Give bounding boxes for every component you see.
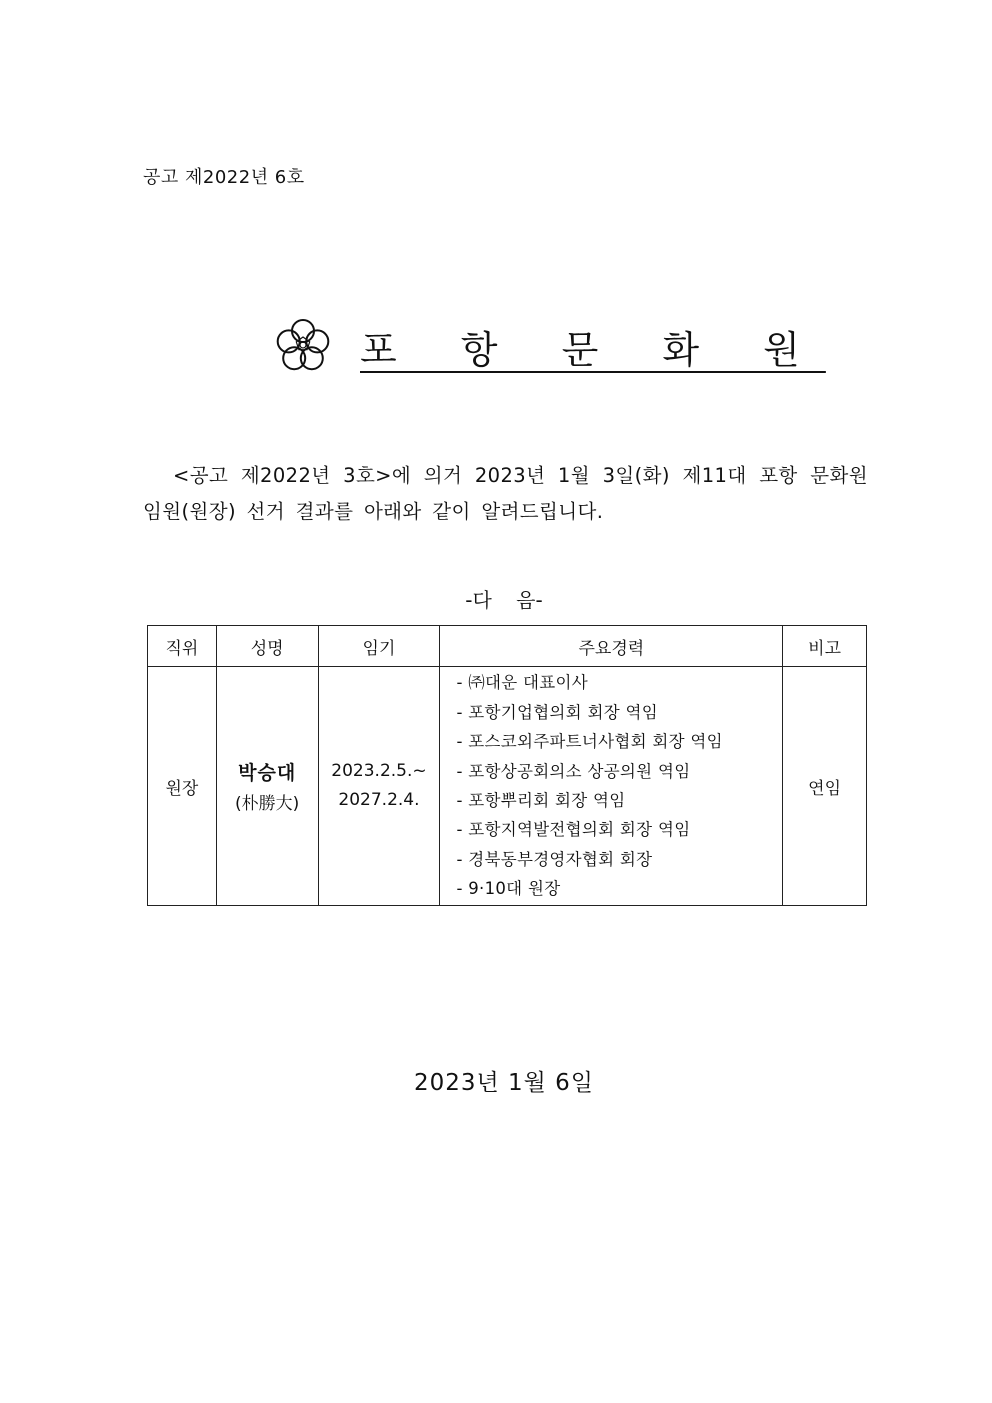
header-position: 직위 — [148, 626, 217, 667]
list-item: - 경북동부경영자협회 회장 — [456, 849, 653, 869]
name-korean: 박승대 — [238, 762, 297, 784]
cell-career — [440, 667, 783, 906]
election-result-table — [147, 625, 867, 906]
list-item: - 9·10대 원장 — [456, 879, 561, 899]
cell-position: 원장 — [148, 667, 217, 906]
header-name: 성명 — [216, 626, 318, 667]
list-item: - 포스코외주파트너사협회 회장 역임 — [456, 732, 723, 752]
table-header-row — [148, 626, 867, 667]
cell-term — [318, 667, 440, 906]
announcement-date: 2023년 1월 6일 — [413, 1070, 595, 1096]
table-row — [148, 667, 867, 906]
header-term: 임기 — [318, 626, 440, 667]
term-start: 2023.2.5.~ — [331, 761, 427, 781]
list-item: - 포항기업협의회 회장 역임 — [456, 702, 658, 722]
organization-name: 포 항 문 화 원 — [360, 327, 826, 372]
emblem-icon — [276, 319, 330, 373]
notice-number: 공고 제2022년 6호 — [143, 167, 305, 188]
cell-remark: 연임 — [783, 667, 867, 906]
section-heading: -다 음- — [465, 588, 543, 612]
announcement-body: <공고 제2022년 3호>에 의거 2023년 1월 3일(화) 제11대 포항 문화원 임원(원장) 선거 결과를 아래와 같이 알려드립니다. — [143, 464, 868, 523]
org-header — [276, 318, 826, 374]
header-career: 주요경력 — [440, 626, 783, 667]
header-remark: 비고 — [783, 626, 867, 667]
list-item: - 포항지역발전협의회 회장 역임 — [456, 820, 691, 840]
term-end: 2027.2.4. — [338, 790, 420, 810]
name-hanja: (朴勝大) — [235, 794, 300, 814]
list-item: - ㈜대운 대표이사 — [456, 673, 589, 693]
list-item: - 포항뿌리회 회장 역임 — [456, 791, 626, 810]
list-item: - 포항상공회의소 상공의원 역임 — [456, 761, 691, 781]
cell-name — [216, 667, 318, 906]
career-list — [440, 668, 782, 903]
